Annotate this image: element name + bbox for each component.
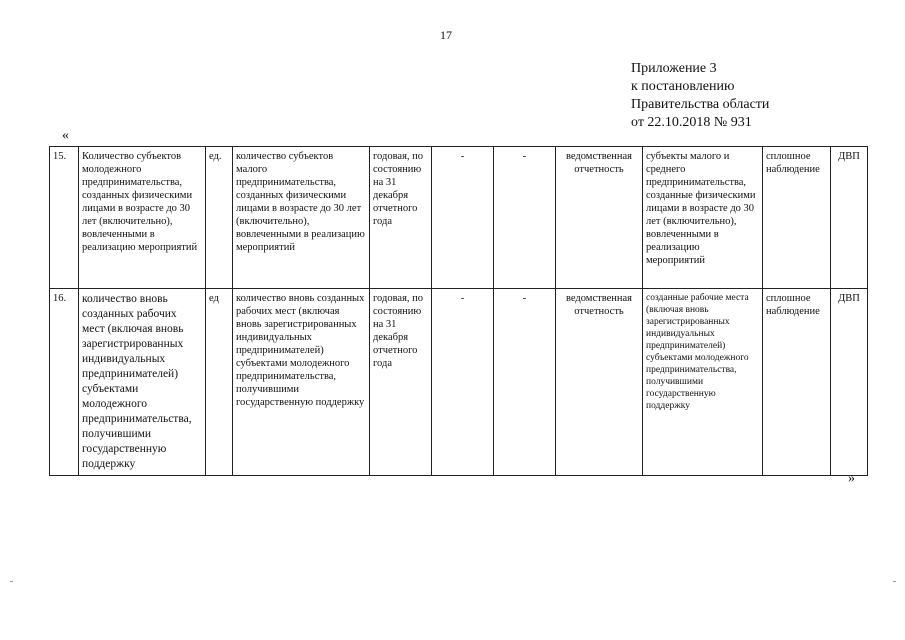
col7-cell: - [494, 147, 556, 289]
unit-cell: ед. [206, 147, 233, 289]
col7-cell: - [494, 289, 556, 476]
indicator-name: Количество субъектов молодежного предпринимательства, созданных физическими лицами в возрасте до 30 лет (включительно), вовлеченными в реализацию мероприятий [79, 147, 206, 289]
scan-mark [10, 581, 13, 582]
responsible-cell: ДВП [831, 289, 868, 476]
col6-cell: - [432, 289, 494, 476]
method-cell: сплошное наблюдение [763, 147, 831, 289]
periodicity-cell: годовая, по состоянию на 31 декабря отчетного года [370, 147, 432, 289]
row-number: 16. [50, 289, 79, 476]
population-cell: созданные рабочие места (включая вновь зарегистрированных индивидуальных предпринимателей) субъектами молодежного предпринимательства, получившими государственную поддержку [643, 289, 763, 476]
indicator-name: количество вновь созданных рабочих мест (включая вновь зарегистрированных индивидуальных предпринимателей) субъектами молодежного предпринимательства, получившими государственную поддержку [79, 289, 206, 476]
scan-mark [893, 581, 896, 582]
appendix-line-1: Приложение 3 [631, 61, 717, 76]
table-row [50, 147, 868, 289]
col6-cell: - [432, 147, 494, 289]
closing-quote: » [848, 471, 855, 486]
source-cell: ведомственная отчетность [556, 147, 643, 289]
appendix-line-4: от 22.10.2018 № 931 [631, 115, 752, 130]
indicators-table [49, 146, 868, 476]
appendix-header [631, 60, 769, 132]
table-row [50, 289, 868, 476]
unit-cell: ед [206, 289, 233, 476]
page-number: 17 [440, 28, 452, 42]
method-cell: сплошное наблюдение [763, 289, 831, 476]
definition-cell: количество вновь созданных рабочих мест (включая вновь зарегистрированных индивидуальных предпринимателей) субъектами молодежного предпринимательства, получившими государственную поддержку [233, 289, 370, 476]
appendix-line-2: к постановлению [631, 79, 735, 94]
row-number: 15. [50, 147, 79, 289]
opening-quote: « [62, 128, 69, 143]
source-cell: ведомственная отчетность [556, 289, 643, 476]
periodicity-cell: годовая, по состоянию на 31 декабря отчетного года [370, 289, 432, 476]
responsible-cell: ДВП [831, 147, 868, 289]
appendix-line-3: Правительства области [631, 97, 770, 112]
definition-cell: количество субъектов малого предпринимательства, созданных физическими лицами в возрасте до 30 лет (включительно), вовлеченными в реализацию мероприятий [233, 147, 370, 289]
population-cell: субъекты малого и среднего предпринимательства, созданные физическими лицами в возрасте до 30 лет (включительно), вовлеченными в реализацию мероприятий [643, 147, 763, 289]
